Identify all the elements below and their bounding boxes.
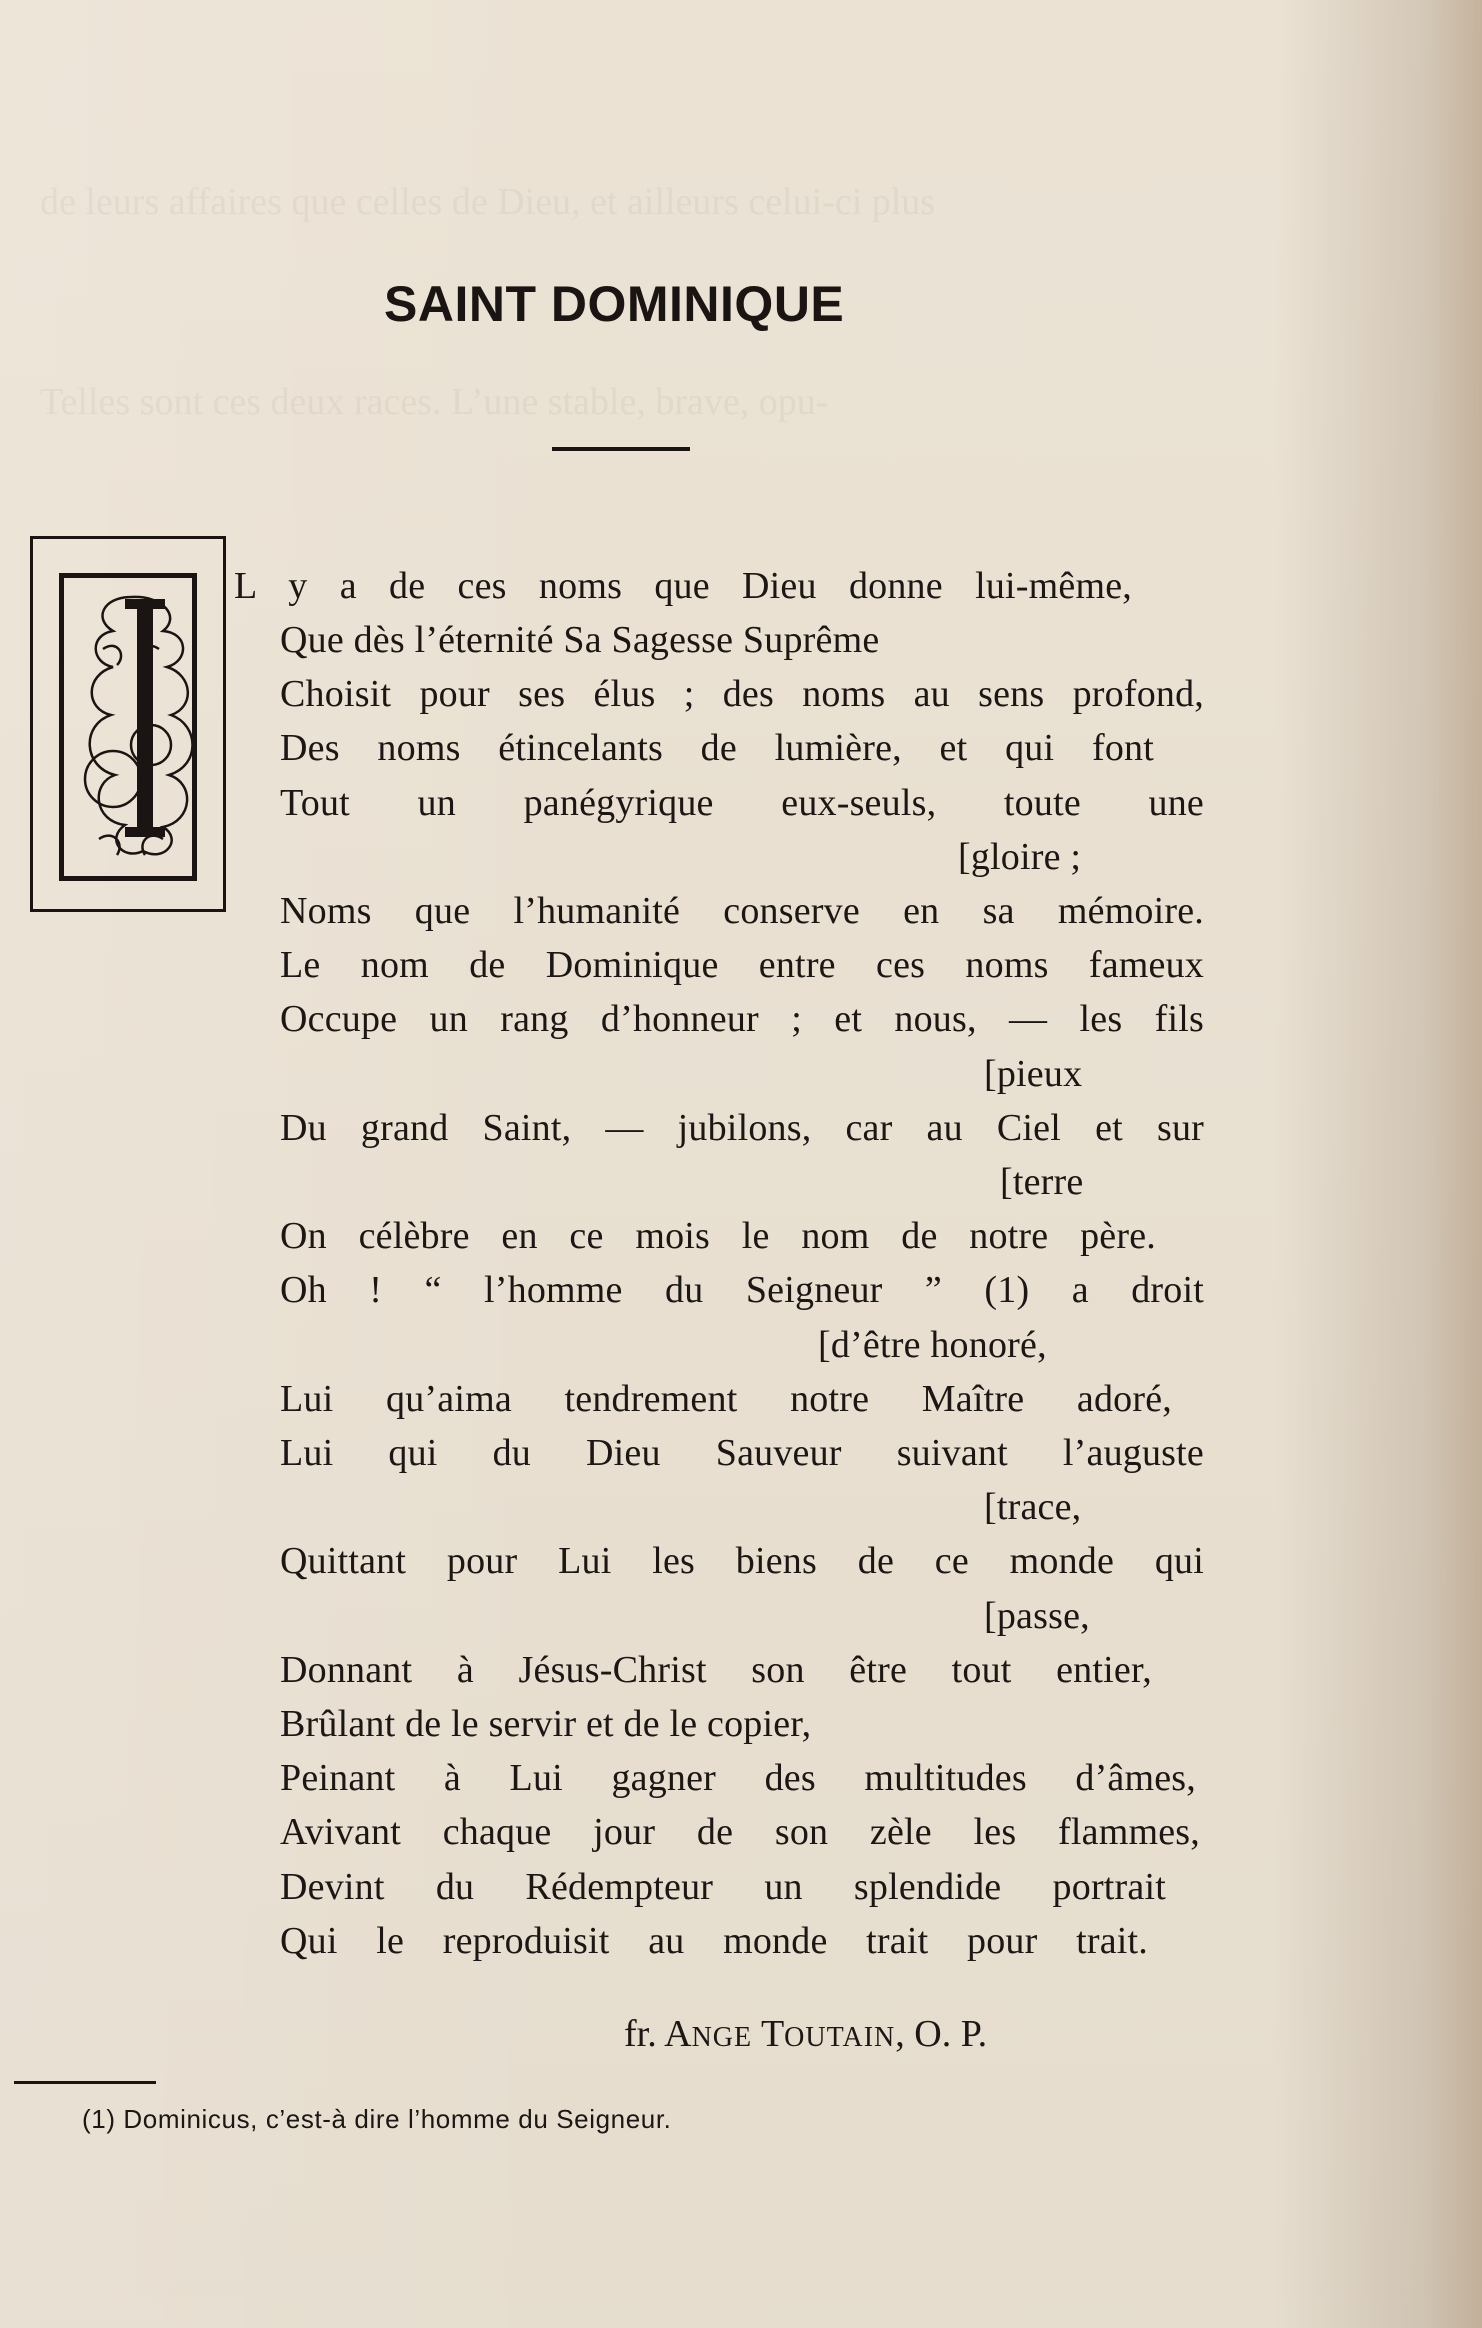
poem-line: Noms que l’humanité conserve en sa mémoire. (280, 890, 1204, 932)
poem-line: Devint du Rédempteur un splendide portrait (280, 1866, 1166, 1908)
poem-line: On célèbre en ce mois le nom de notre père. (280, 1215, 1156, 1257)
poem-line: Des noms étincelants de lumière, et qui font (280, 727, 1154, 769)
poem-line: Quittant pour Lui les biens de ce monde qui (280, 1540, 1204, 1582)
poem-line: Peinant à Lui gagner des multitudes d’âmes, (280, 1757, 1196, 1799)
poem-line-continuation: [passe, (984, 1595, 1090, 1637)
poem-line: Choisit pour ses élus ; des noms au sens profond, (280, 673, 1204, 715)
signature-suffix: , O. P. (895, 2013, 988, 2055)
poem-line-continuation: [pieux (984, 1053, 1083, 1095)
poem-line: Lui qu’aima tendrement notre Maître adoré, (280, 1378, 1172, 1420)
signature-first-initial: A (664, 2013, 692, 2055)
poem-line: Du grand Saint, — jubilons, car au Ciel et sur (280, 1107, 1204, 1149)
footnote-divider (14, 2081, 156, 2084)
poem-line: Lui qui du Dieu Sauveur suivant l’auguste (280, 1432, 1204, 1474)
poem-line-continuation: [gloire ; (958, 836, 1082, 878)
dropcap-ornament (30, 536, 226, 912)
author-signature (624, 2012, 987, 2056)
poem-line: Qui le reproduisit au monde trait pour trait. (280, 1920, 1148, 1962)
signature-last-initial: T (760, 2013, 785, 2055)
poem-line: Que dès l’éternité Sa Sagesse Suprême (280, 619, 880, 661)
title-divider (552, 447, 690, 451)
poem-line: Brûlant de le servir et de le copier, (280, 1703, 812, 1745)
poem-line: Tout un panégyrique eux-seuls, toute une (280, 782, 1204, 824)
poem-line: Occupe un rang d’honneur ; et nous, — les fils (280, 998, 1204, 1040)
dropcap-letter-i-icon (33, 539, 229, 915)
show-through: de leurs affaires que celles de Dieu, et ailleurs celui-ci plus (40, 181, 936, 223)
signature-prefix: fr. (624, 2013, 665, 2055)
poem-line: L y a de ces noms que Dieu donne lui-même, (234, 565, 1132, 607)
poem-line-continuation: [terre (1000, 1161, 1084, 1203)
footnote: (1) Dominicus, c’est-à dire l’homme du Seigneur. (82, 2104, 672, 2134)
poem-line-continuation: [trace, (984, 1486, 1082, 1528)
poem-line: Le nom de Dominique entre ces noms fameux (280, 944, 1204, 986)
page-title: SAINT DOMINIQUE (384, 276, 845, 332)
signature-first-rest: NGE (691, 2022, 753, 2053)
signature-last-rest: OUTAIN (784, 2022, 896, 2053)
show-through: Telles sont ces deux races. L’une stable, brave, opu- (40, 381, 829, 423)
poem-line: Avivant chaque jour de son zèle les flammes, (280, 1811, 1200, 1853)
poem-line: Donnant à Jésus-Christ son être tout entier, (280, 1649, 1152, 1691)
poem-line-continuation: [d’être honoré, (818, 1324, 1047, 1366)
poem-line: Oh ! “ l’homme du Seigneur ” (1) a droit (280, 1269, 1204, 1311)
